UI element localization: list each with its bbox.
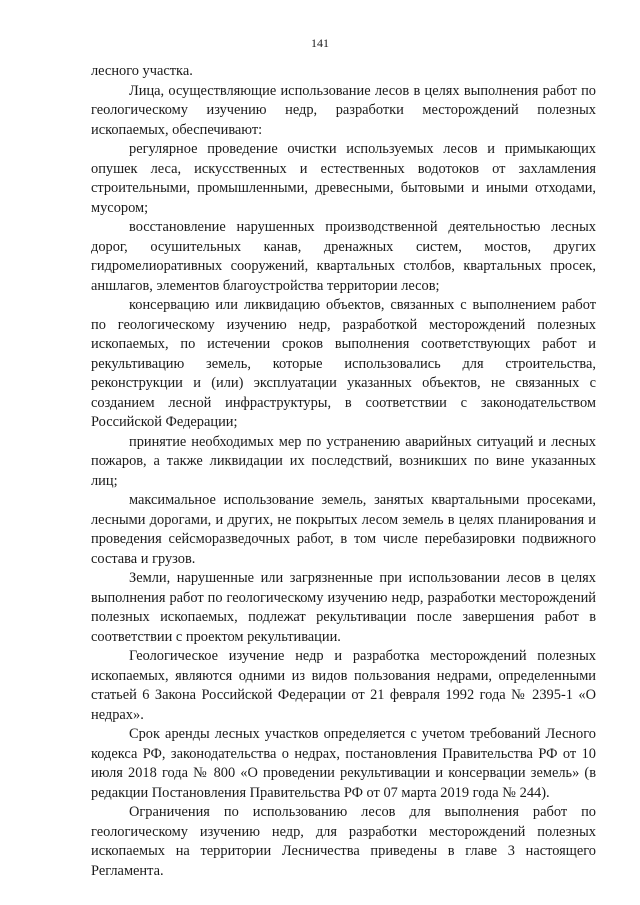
paragraph-cleaning: регулярное проведение очистки используемых лесов и примыкающих опушек леса, искусственных и естественных водотоков от захламления строительными, промышленными, древесными, бытовыми и иными отходами, мусором; — [91, 141, 596, 216]
paragraph-geological-study: Геологическое изучение недр и разработка месторождений полезных ископаемых, являются одними из видов пользования недрами, определенными статьей 6 Закона Российской Федерации от 21 февраля 1992 года № 2395-1 «О недрах». — [91, 648, 596, 723]
paragraph-emergency-measures: принятие необходимых мер по устранению аварийных ситуаций и лесных пожаров, а также ликвидации их последствий, возникших по вине указанных лиц; — [91, 433, 596, 489]
paragraph-recultivation: Земли, нарушенные или загрязненные при использовании лесов в целях выполнения работ по геологическому изучению недр, разработки месторождений полезных ископаемых, подлежат рекультивации после завершения работ в соответствии с проектом рекультивации. — [91, 570, 596, 645]
paragraph-obligations-intro: Лица, осуществляющие использование лесов в целях выполнения работ по геологическому изучению недр, разработки месторождений полезных ископаемых, обеспечивают: — [91, 82, 596, 138]
paragraph-restoration: восстановление нарушенных производственной деятельностью лесных дорог, осушительных канав, дренажных систем, мостов, других гидромелиоративных сооружений, квартальных столбов, квартальных просек, аншлагов, элементов благоустройства территории лесов; — [91, 219, 596, 294]
document-body — [91, 62, 596, 881]
paragraph-lease-term: Срок аренды лесных участков определяется с учетом требований Лесного кодекса РФ, законодательства о недрах, постановления Правительства РФ от 10 июля 2018 года № 800 «О проведении рекультивации и консервации земель» (в редакции Постановления Правительства РФ от 07 марта 2019 года № 244). — [91, 726, 596, 801]
paragraph-conservation: консервацию или ликвидацию объектов, связанных с выполнением работ по геологическому изучению недр, разработкой месторождений полезных ископаемых, по истечении сроков выполнения соответствующих работ и рекультивацию земель, которые использовались для строительства, реконструкции и (или) эксплуатации указанных объектов, не связанных с созданием лесной инфраструктуры, в соответствии с законодательством Российской Федерации; — [91, 297, 596, 430]
paragraph-land-use: максимальное использование земель, занятых квартальными просеками, лесными дорогами, и других, не покрытых лесом земель в целях планирования и проведения сейсморазведочных работ, в том числе перебазировки подвижного состава и грузов. — [91, 492, 596, 567]
page-number: 141 — [311, 36, 329, 50]
paragraph-restrictions: Ограничения по использованию лесов для выполнения работ по геологическому изучению недр, для разработки месторождений полезных ископаемых на территории Лесничества приведены в главе 3 настоящего Регламента. — [91, 804, 596, 879]
paragraph-continuation: лесного участка. — [91, 63, 193, 79]
